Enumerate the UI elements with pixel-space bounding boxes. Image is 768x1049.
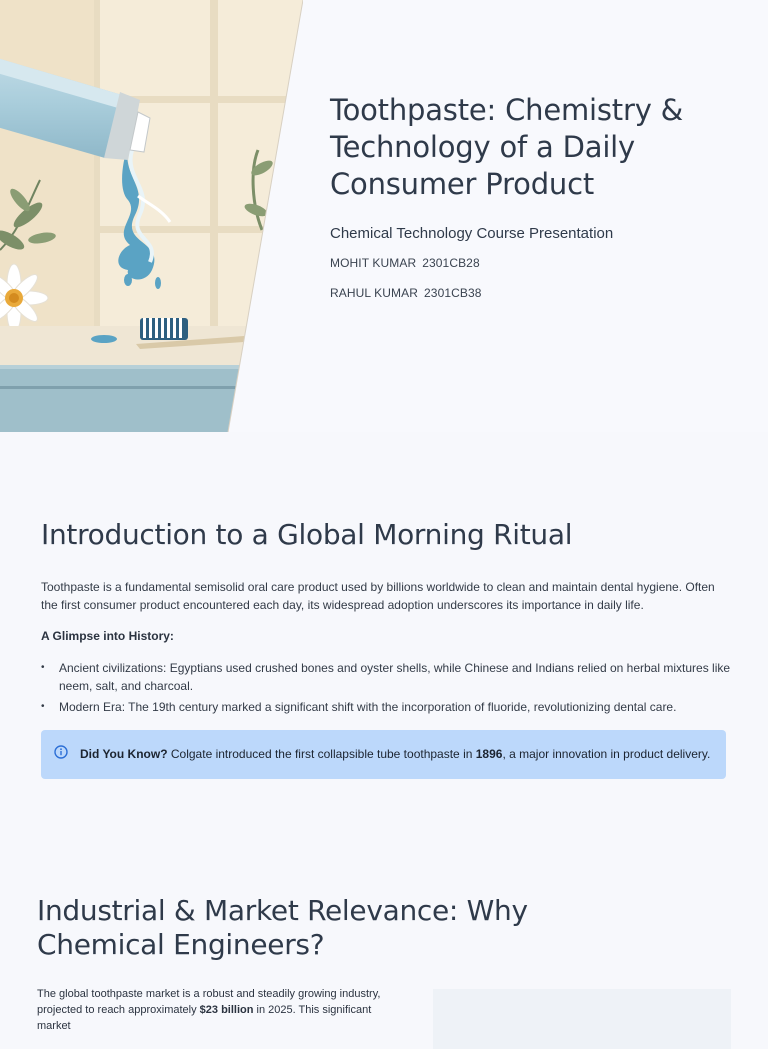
bullet-text: Ancient civilizations: Egyptians used crushed bones and oyster shells, while Chinese and Indians relied on herbal mixtures like neem, salt, and charcoal. bbox=[59, 661, 731, 693]
market-image bbox=[433, 989, 731, 1049]
hero-image bbox=[0, 0, 303, 432]
presenter-roll: 2301CB28 bbox=[422, 256, 480, 270]
presenter-roll: 2301CB38 bbox=[424, 286, 482, 300]
history-label: A Glimpse into History: bbox=[41, 629, 174, 643]
title-block bbox=[330, 92, 740, 300]
presenter-2 bbox=[330, 286, 740, 300]
list-item bbox=[41, 698, 731, 716]
history-list bbox=[41, 659, 731, 719]
intro-slide bbox=[0, 432, 768, 832]
toothpaste-tube-illustration bbox=[0, 0, 303, 432]
presentation-subtitle: Chemical Technology Course Presentation bbox=[330, 225, 614, 242]
intro-heading: Introduction to a Global Morning Ritual bbox=[41, 518, 573, 551]
market-heading: Industrial & Market Relevance: Why Chemical Engineers? bbox=[37, 894, 528, 961]
market-paragraph bbox=[37, 986, 407, 1034]
presentation-title: Toothpaste: Chemistry & Technology of a Daily Consumer Product bbox=[330, 93, 684, 201]
callout-label: Did You Know? bbox=[80, 747, 168, 761]
market-text-after: in 2025. This significant market bbox=[37, 1004, 372, 1032]
presenter-name: RAHUL KUMAR bbox=[330, 286, 419, 300]
info-circle-icon bbox=[54, 745, 68, 759]
list-item bbox=[41, 659, 731, 695]
intro-paragraph: Toothpaste is a fundamental semisolid oral care product used by billions worldwide to clean and maintain dental hygiene. Often the first consumer product encountered each day, its widespread adoption underscores its importance in daily life. bbox=[41, 580, 715, 612]
callout-year: 1896 bbox=[475, 747, 503, 761]
bullet-dot: • bbox=[41, 662, 45, 673]
bullet-text: Modern Era: The 19th century marked a significant shift with the incorporation of fluoride, revolutionizing dental care. bbox=[59, 700, 677, 714]
presenter-name: MOHIT KUMAR bbox=[330, 256, 417, 270]
callout-text-before: Colgate introduced the first collapsible tube toothpaste in bbox=[167, 747, 476, 761]
callout-text bbox=[80, 747, 710, 761]
title-slide bbox=[0, 0, 768, 432]
presenter-1 bbox=[330, 256, 740, 270]
market-text-before: The global toothpaste market is a robust and steadily growing industry, projected to reach approximately bbox=[37, 988, 381, 1016]
market-value: $23 billion bbox=[199, 1004, 254, 1016]
market-slide bbox=[0, 832, 768, 1032]
callout-text-after: , a major innovation in product delivery. bbox=[502, 747, 711, 761]
did-you-know-callout bbox=[41, 730, 726, 779]
bullet-dot: • bbox=[41, 701, 45, 712]
